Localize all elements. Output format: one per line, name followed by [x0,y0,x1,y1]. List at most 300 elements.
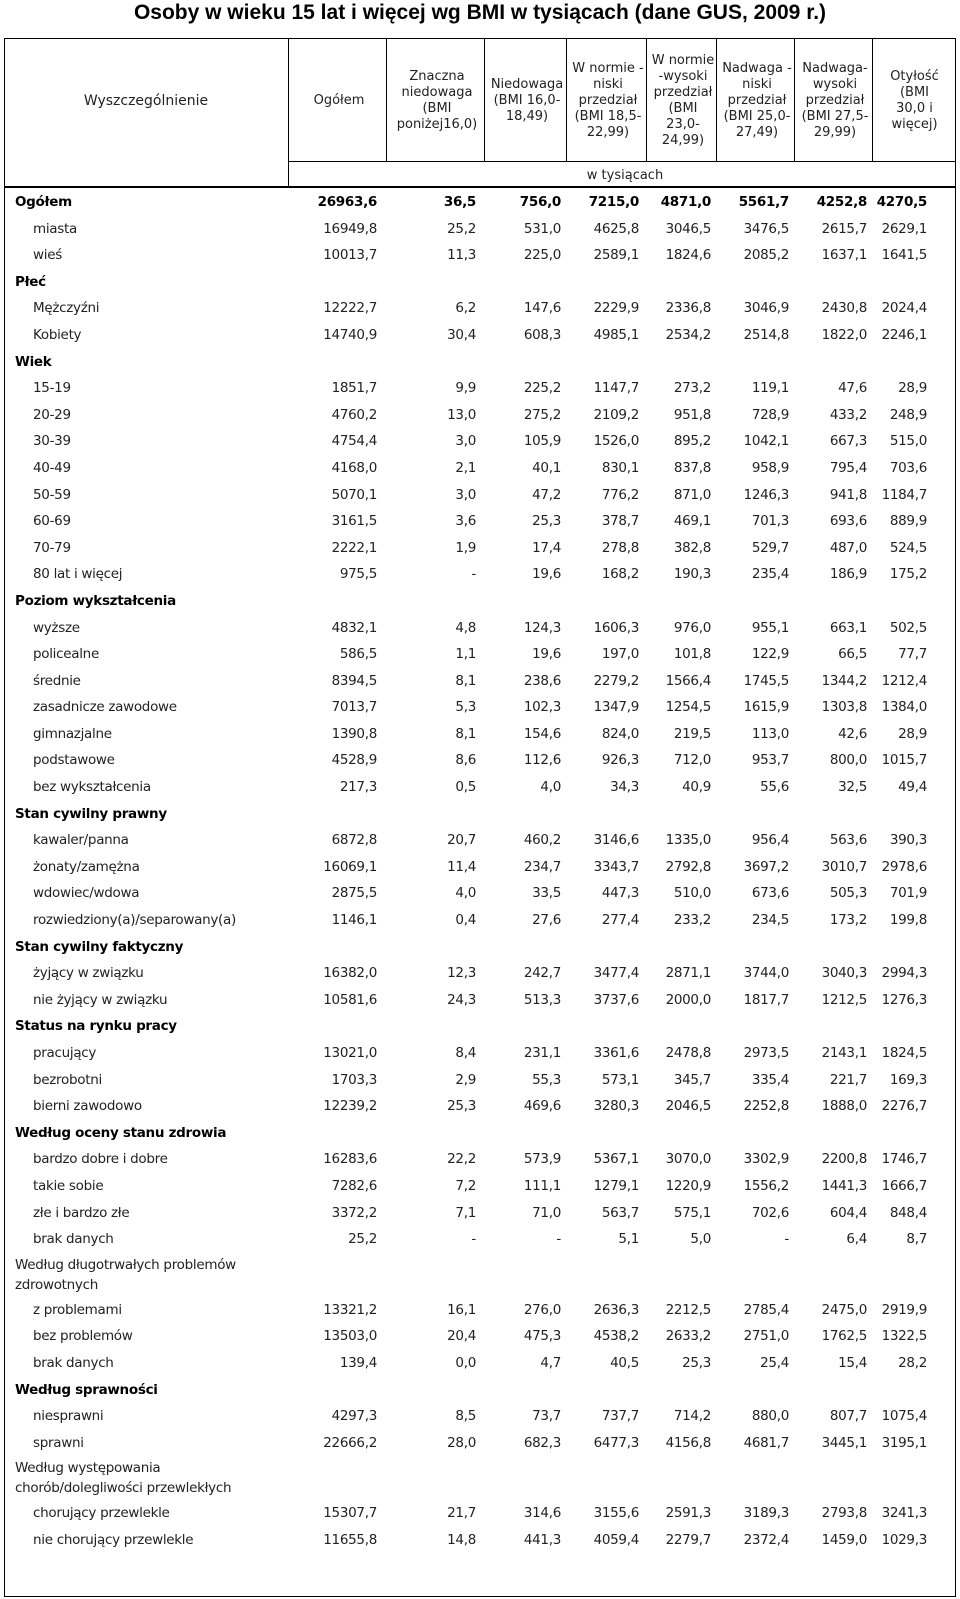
table-cell: 1322,5 [881,1328,927,1345]
table-section-row [5,1456,955,1500]
table-cell: 4754,4 [331,433,377,450]
row-label: Stan cywilny faktyczny [15,938,184,955]
row-label: 40-49 [33,459,71,476]
table-row [5,1093,955,1120]
table-cell: 1384,0 [881,699,927,716]
table-cell: 15307,7 [323,1505,377,1522]
table-cell: 278,8 [601,539,639,556]
table-cell: 277,4 [601,912,639,929]
table-cell: 2751,0 [743,1328,789,1345]
table-cell: 2279,2 [593,672,639,689]
row-label: Kobiety [33,326,82,343]
table-cell: 275,2 [523,406,561,423]
table-cell: 33,5 [532,885,561,902]
table-cell: 2919,9 [881,1301,927,1318]
row-label: 30-39 [33,433,71,450]
table-cell: 4538,2 [593,1328,639,1345]
table-cell: 880,0 [751,1408,789,1425]
table-cell: 16382,0 [323,965,377,982]
table-cell: 186,9 [829,566,867,583]
header-col-overweight-high: Nadwaga- wysoki przedział (BMI 27,5- 29,99) [801,61,869,140]
table-cell: 10581,6 [323,991,377,1008]
row-label: Według sprawności [15,1381,158,1398]
table-cell: 1075,4 [881,1408,927,1425]
table-cell: 3241,3 [881,1505,927,1522]
table-cell: 1746,7 [881,1151,927,1168]
table-cell: 3302,9 [743,1151,789,1168]
table-cell: 219,5 [673,725,711,742]
table-cell: 2636,3 [593,1301,639,1318]
table-cell: 1276,3 [881,991,927,1008]
table-cell: 0,5 [455,779,476,796]
table-cell: 3040,3 [821,965,867,982]
table-cell: 3189,3 [743,1505,789,1522]
table-row [5,455,955,482]
table-cell: 2212,5 [665,1301,711,1318]
table-cell: 563,6 [829,832,867,849]
table-cell: 2200,8 [821,1151,867,1168]
table-cell: 25,2 [348,1231,377,1248]
table-row [5,721,955,748]
table-cell: 122,9 [751,646,789,663]
header-col-underweight: Niedowaga (BMI 16,0- 18,49) [490,77,564,124]
table-cell: 4059,4 [593,1531,639,1548]
table-cell: 42,6 [838,725,867,742]
table-cell: 4156,8 [665,1434,711,1451]
table-cell: 199,8 [889,912,927,929]
table-cell: 234,7 [523,858,561,875]
row-label: Mężczyźni [33,300,100,317]
table-cell: 7,2 [455,1177,476,1194]
header-divider [288,39,289,187]
row-label: bezrobotni [33,1071,102,1088]
table-cell: 941,8 [829,486,867,503]
row-label: Płeć [15,273,46,290]
table-cell: 3372,2 [331,1204,377,1221]
table-cell: 2871,1 [665,965,711,982]
table-cell: 2793,8 [821,1505,867,1522]
table-cell: 6,2 [455,300,476,317]
table-cell: 663,1 [829,619,867,636]
table-cell: 2589,1 [593,247,639,264]
table-cell: 693,6 [829,513,867,530]
table-cell: 6,4 [846,1231,867,1248]
table-cell: 12,3 [447,965,476,982]
table-cell: 951,8 [673,406,711,423]
table-cell: 573,9 [523,1151,561,1168]
table-cell: 2994,3 [881,965,927,982]
table-cell: - [471,1231,476,1248]
header-col-label: Wyszczególnienie [83,93,209,109]
table-cell: 1615,9 [743,699,789,716]
table-cell: 2615,7 [821,220,867,237]
header-divider [716,39,717,161]
table-cell: 2279,7 [665,1531,711,1548]
unit-label: w tysiącach [586,168,664,183]
table-cell: 712,0 [673,752,711,769]
table-row [5,774,955,801]
table-cell: 1344,2 [821,672,867,689]
table-cell: 469,6 [523,1098,561,1115]
table-cell: 3361,6 [593,1045,639,1061]
row-label: brak danych [33,1354,114,1371]
table-cell: 139,4 [339,1354,377,1371]
table-cell: 728,9 [751,406,789,423]
table-cell: 3010,7 [821,858,867,875]
row-label: brak danych [33,1231,114,1248]
table-section-row [5,1377,955,1404]
table-body [5,189,955,1554]
table-cell: 573,1 [601,1071,639,1088]
table-cell: 1,9 [455,539,476,556]
table-cell: 26963,6 [317,194,377,210]
table-cell: 19,6 [532,646,561,663]
table-cell: 1637,1 [821,247,867,264]
table-row [5,1527,955,1554]
table-cell: 154,6 [523,725,561,742]
table-row [5,827,955,854]
table-cell: 27,6 [532,912,561,929]
table-cell: 2,9 [455,1071,476,1088]
table-cell: 1146,1 [331,912,377,929]
table-row [5,1146,955,1173]
row-label: takie sobie [33,1177,104,1194]
table-cell: 16,1 [447,1301,476,1318]
table-cell: 2024,4 [881,300,927,317]
table-cell: 25,2 [447,220,476,237]
table-cell: 1762,5 [821,1328,867,1345]
table-row [5,880,955,907]
table-cell: 111,1 [523,1177,561,1194]
table-cell: 3070,0 [665,1151,711,1168]
table-section-row [5,588,955,615]
table-cell: 1303,8 [821,699,867,716]
table-cell: 4,8 [455,619,476,636]
table-row [5,508,955,535]
table-cell: 25,3 [682,1354,711,1371]
table-cell: 1,1 [455,646,476,663]
table-row [5,1173,955,1200]
table-cell: 11,3 [447,247,476,264]
table-section-row [5,801,955,828]
table-cell: 2591,3 [665,1505,711,1522]
table-cell: 3046,5 [665,220,711,237]
table-cell: 77,7 [898,646,927,663]
table-cell: 824,0 [601,725,639,742]
table-cell: 5,1 [618,1231,639,1248]
table-cell: - [784,1231,789,1248]
table-cell: 608,3 [523,326,561,343]
table-cell: 47,6 [838,380,867,397]
table-cell: 73,7 [532,1408,561,1425]
row-label: rozwiedziony(a)/separowany(a) [33,912,236,929]
table-cell: 848,4 [889,1204,927,1221]
row-label: kawaler/panna [33,832,129,849]
table-cell: 8,4 [455,1045,476,1061]
table-cell: 113,0 [751,725,789,742]
table-cell: 956,4 [751,832,789,849]
row-label: gimnazjalne [33,725,112,742]
table-cell: 28,2 [898,1354,927,1371]
table-cell: 1824,6 [665,247,711,264]
table-section-row [5,1253,955,1297]
table-cell: 3697,2 [743,858,789,875]
table-cell: 4252,8 [816,194,867,210]
table-row [5,854,955,881]
table-cell: 3,0 [455,486,476,503]
table-cell: 2475,0 [821,1301,867,1318]
table-cell: 604,4 [829,1204,867,1221]
table-cell: 4528,9 [331,752,377,769]
table-cell: 3476,5 [743,220,789,237]
row-label: 80 lat i więcej [33,566,123,583]
table-section-row [5,269,955,296]
table-cell: 3,6 [455,513,476,530]
table-cell: 169,3 [889,1071,927,1088]
table-cell: 2629,1 [881,220,927,237]
row-label: bardzo dobre i dobre [33,1151,168,1168]
table-cell: 32,5 [838,779,867,796]
table-cell: 2222,1 [331,539,377,556]
header-col-overweight-low: Nadwaga - niski przedział (BMI 25,0- 27,49) [722,61,792,140]
header-col-obesity: Otyłość (BMI 30,0 i więcej) [890,69,939,132]
table-cell: 5561,7 [738,194,789,210]
table-cell: 795,4 [829,459,867,476]
table-cell: 4,0 [540,779,561,796]
row-label: chorujący przewlekle [33,1505,170,1522]
header-col-normal-high: W normie -wysoki przedział (BMI 23,0- 24,99) [651,53,715,148]
row-label: nie żyjący w związku [33,991,168,1008]
table-section-row [5,349,955,376]
row-label: 20-29 [33,406,71,423]
table-cell: 13321,2 [323,1301,377,1318]
row-label: zasadnicze zawodowe [33,699,177,716]
table-cell: 16283,6 [323,1151,377,1168]
table-cell: 1566,4 [665,672,711,689]
table-cell: 800,0 [829,752,867,769]
row-label: bierni zawodowo [33,1098,142,1115]
table-cell: 4681,7 [743,1434,789,1451]
row-label: Ogółem [15,194,72,210]
table-cell: 0,0 [455,1354,476,1371]
table-cell: 7215,0 [588,194,639,210]
table-row [5,482,955,509]
table-cell: 2372,4 [743,1531,789,1548]
table-cell: 4832,1 [331,619,377,636]
table-row [5,1226,955,1253]
header-rule [288,161,955,162]
table-cell: 5367,1 [593,1151,639,1168]
table-cell: 2785,4 [743,1301,789,1318]
table-cell: 8,6 [455,752,476,769]
table-cell: 2,1 [455,459,476,476]
table-cell: 2046,5 [665,1098,711,1115]
table-cell: 1824,5 [881,1045,927,1061]
table-cell: 233,2 [673,912,711,929]
table-cell: 168,2 [601,566,639,583]
table-row [5,402,955,429]
table-cell: 10013,7 [323,247,377,264]
table-cell: 1459,0 [821,1531,867,1548]
table-cell: 8,5 [455,1408,476,1425]
table-cell: 1888,0 [821,1098,867,1115]
table-cell: 441,3 [523,1531,561,1548]
table-row [5,668,955,695]
table-cell: 563,7 [601,1204,639,1221]
table-cell: 5070,1 [331,486,377,503]
row-label: wdowiec/wdowa [33,885,140,902]
table-cell: 1246,3 [743,486,789,503]
table-row [5,428,955,455]
table-cell: 2109,2 [593,406,639,423]
table-cell: 2229,9 [593,300,639,317]
table-cell: 737,7 [601,1408,639,1425]
table-cell: - [471,566,476,583]
table-row [5,1403,955,1430]
table-cell: 124,3 [523,619,561,636]
table-cell: 1335,0 [665,832,711,849]
table-cell: 586,5 [339,646,377,663]
table-cell: - [556,1231,561,1248]
header-divider [794,39,795,161]
table-cell: 3,0 [455,433,476,450]
header-divider [872,39,873,161]
row-label: 70-79 [33,539,71,556]
row-label: podstawowe [33,752,115,769]
table-cell: 231,1 [523,1045,561,1061]
table-row [5,694,955,721]
table-cell: 515,0 [889,433,927,450]
table-row [5,1040,955,1067]
table-cell: 14,8 [447,1531,476,1548]
table-row [5,1350,955,1377]
table-cell: 335,4 [751,1071,789,1088]
table-cell: 49,4 [898,779,927,796]
table-cell: 8,1 [455,725,476,742]
row-label: wieś [33,247,62,264]
row-label: bez problemów [33,1328,133,1345]
table-cell: 36,5 [443,194,476,210]
table-cell: 955,1 [751,619,789,636]
header-divider [484,39,485,161]
table-cell: 1279,1 [593,1177,639,1194]
table-cell: 513,3 [523,991,561,1008]
table-cell: 3343,7 [593,858,639,875]
table-cell: 837,8 [673,459,711,476]
table-cell: 1526,0 [593,433,639,450]
table-cell: 475,3 [523,1328,561,1345]
table-cell: 4,7 [540,1354,561,1371]
table-cell: 958,9 [751,459,789,476]
table-cell: 2430,8 [821,300,867,317]
table-cell: 1347,9 [593,699,639,716]
table-section-row [5,1013,955,1040]
row-label: Według występowania chorób/dolegliwości przewlekłych [15,1460,232,1497]
table-cell: 502,5 [889,619,927,636]
table-row [5,987,955,1014]
table-cell: 3280,3 [593,1098,639,1115]
table-cell: 9,9 [455,380,476,397]
table-row [5,295,955,322]
table-cell: 112,6 [523,752,561,769]
table-row [5,907,955,934]
table-cell: 25,3 [447,1098,476,1115]
table-cell: 1042,1 [743,433,789,450]
table-cell: 13,0 [447,406,476,423]
table-cell: 11655,8 [323,1531,377,1548]
table-cell: 55,6 [760,779,789,796]
table-cell: 234,5 [751,912,789,929]
table-cell: 510,0 [673,885,711,902]
row-label: 15-19 [33,380,71,397]
table-cell: 105,9 [523,433,561,450]
table-cell: 3477,4 [593,965,639,982]
row-label: żonaty/zamężna [33,858,140,875]
header-col-total: Ogółem [313,93,365,108]
table-cell: 871,0 [673,486,711,503]
table-cell: 1220,9 [665,1177,711,1194]
table-cell: 3161,5 [331,513,377,530]
table-cell: 529,7 [751,539,789,556]
table-cell: 197,0 [601,646,639,663]
table-cell: 7,1 [455,1204,476,1221]
table-cell: 7282,6 [331,1177,377,1194]
table-cell: 25,4 [760,1354,789,1371]
table-cell: 1606,3 [593,619,639,636]
header-col-normal-low: W normie - niski przedział (BMI 18,5- 22,99) [572,61,644,140]
table-cell: 701,3 [751,513,789,530]
table-cell: 242,7 [523,965,561,982]
table-cell: 15,4 [838,1354,867,1371]
table-cell: 2534,2 [665,326,711,343]
table-cell: 12222,7 [323,300,377,317]
row-label: bez wykształcenia [33,779,151,796]
row-label: z problemami [33,1301,122,1318]
row-label: niesprawni [33,1408,104,1425]
table-cell: 16949,8 [323,220,377,237]
row-label: Poziom wykształcenia [15,592,176,609]
table-cell: 4168,0 [331,459,377,476]
table-cell: 2978,6 [881,858,927,875]
table-cell: 0,4 [455,912,476,929]
table-cell: 238,6 [523,672,561,689]
table-cell: 2973,5 [743,1045,789,1061]
table-cell: 7013,7 [331,699,377,716]
table-cell: 2514,8 [743,326,789,343]
row-label: miasta [33,220,77,237]
table-cell: 5,3 [455,699,476,716]
table-cell: 345,7 [673,1071,711,1088]
table-cell: 1556,2 [743,1177,789,1194]
table-cell: 1212,4 [881,672,927,689]
table-cell: 2633,2 [665,1328,711,1345]
table-cell: 22666,2 [323,1434,377,1451]
table-cell: 11,4 [447,858,476,875]
table-cell: 703,6 [889,459,927,476]
table-cell: 102,3 [523,699,561,716]
table-cell: 71,0 [532,1204,561,1221]
table-header [5,39,955,187]
table-cell: 505,3 [829,885,867,902]
table-cell: 314,6 [523,1505,561,1522]
table-row [5,1500,955,1527]
row-label: sprawni [33,1434,84,1451]
table-cell: 30,4 [447,326,476,343]
table-cell: 28,9 [898,380,927,397]
table-cell: 225,2 [523,380,561,397]
table-cell: 378,7 [601,513,639,530]
table-cell: 1184,7 [881,486,927,503]
